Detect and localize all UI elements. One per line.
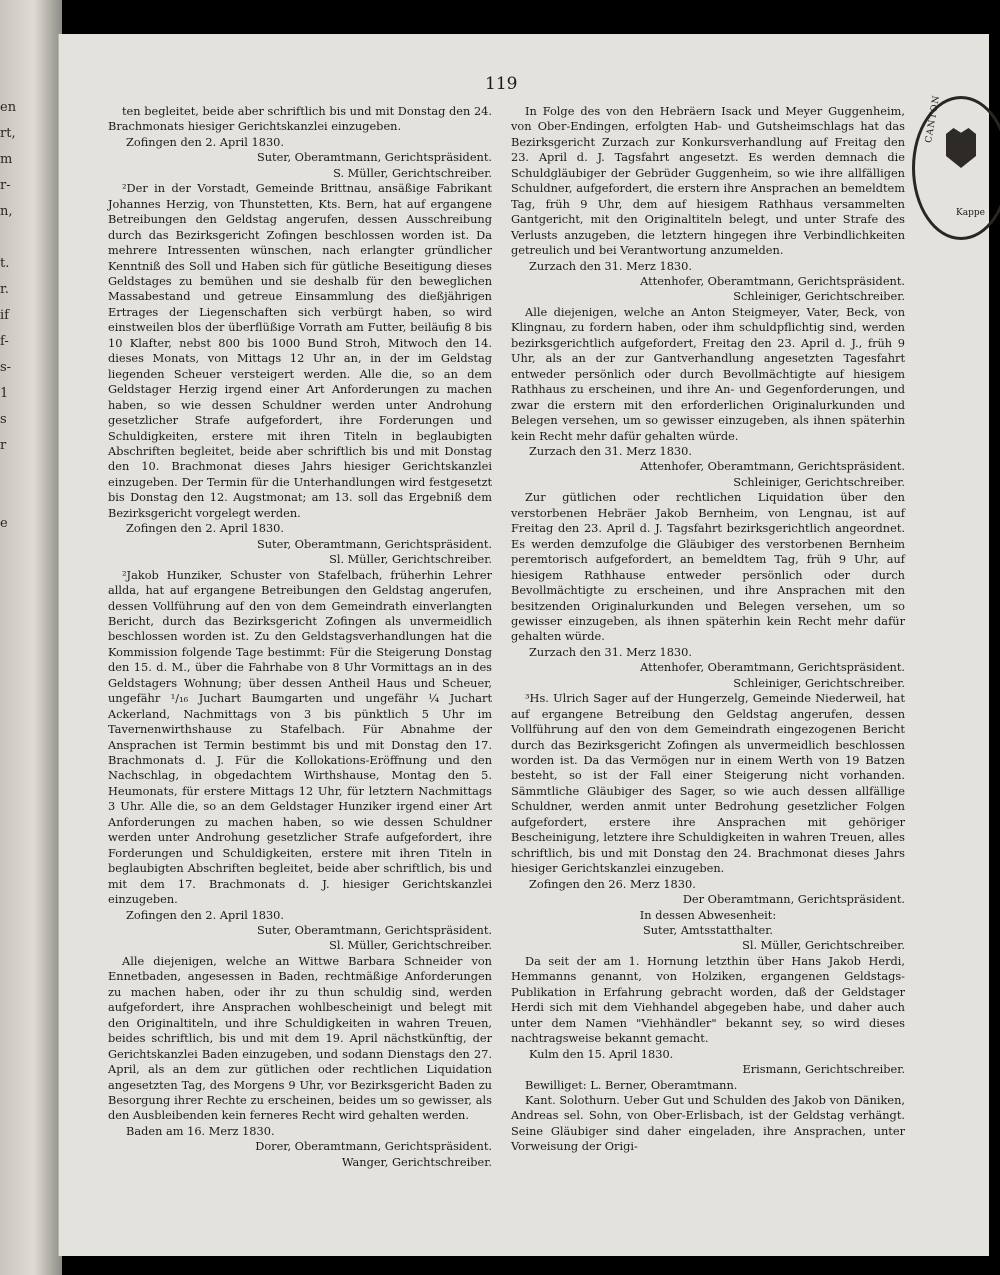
notice-signature: Attenhofer, Oberamtmann, Gerichtspräsident. (640, 273, 905, 288)
notice-signature: Sl. Müller, Gerichtschreiber. (742, 938, 905, 953)
notice-dateline: Zofingen den 2. April 1830. (126, 521, 284, 536)
notice-signature: Sl. Müller, Gerichtschreiber. (329, 938, 492, 953)
notice-paragraph: ²Der in der Vorstadt, Gemeinde Brittnau, ansäßige Fabrikant Johannes Herzig, von Thunstetten, Kts. Bern, hat auf ergangene Betreibungen den Geldstag angerufen, dessen Ausschreibung durch das Bezirksgericht Zofingen beschlossen worden ist. Da mehrere Intressenten wünschen, nach erlangter gründlicher Kenntniß des Soll und Haben sich für gütliche Beseitigung dieses Geldstages zu bemühen und sie deshalb für den beweglichen Massabestand und getreue Einsammlung des dießjährigen Ertrages der Liegenschaften sich verbürgt haben, so wird einstweilen blos der überflüßige Vorrath am Futter, beiläufig 8 bis 10 Klafter, nebst 800 bis 1000 Bund Stroh, Mitwoch den 14. dieses Monats, von Mittags 12 Uhr an, in der im Geldstag liegenden Scheuer versteigert werden. Alle die, so an dem Geldstager Herzig irgend einer Art Anforderungen zu machen haben, so wie dessen Schuldner werden unter Androhung gesetzlicher Strafe aufgefordert, ihre Forderungen und Schuldigkeiten, erstere mit ihren Titeln in beglaubigten Abschriften begleitet, beide aber schriftlich bis und mit Donstag den 10. Brachmonat dieses Jahrs hiesiger Gerichtskanzlei einzugeben. Der Termin für die Unterhandlungen wird festgesetzt bis Donstag den 12. Augstmonat; am 13. soll das Ergebniß dem Bezirksgericht vorgelegt werden. (108, 181, 492, 520)
notice-dateline: Kulm den 15. April 1830. (529, 1046, 674, 1061)
notice-paragraph: Alle diejenigen, welche an Anton Steigmeyer, Vater, Beck, von Klingnau, zu fordern haben, oder ihm schuldpflichtig sind, werden bezirksgerichtlich aufgefordert, Freitag den 23. April d. J., früh 9 Uhr, als an der zur Gantverhandlung angesetzten Tagesfahrt entweder persönlich oder durch Bevollmächtigte auf hiesigem Rathhaus zu erscheinen, und ihre An- und Gegenforderungen, und zwar die erstern mit den erforderlichen Originalurkunden und Belegen versehen, um so gewisser einzugeben, als ihnen späterhin kein Recht mehr dafür gehalten würde. (511, 304, 905, 443)
notice-signature: Schleiniger, Gerichtschreiber. (733, 474, 905, 489)
notice-signature: In dessen Abwesenheit: (639, 907, 777, 922)
notice-signature: Attenhofer, Oberamtmann, Gerichtspräsident. (640, 660, 905, 675)
spine-text-fragments: en rt, m r- n, t. r. if f- s- 1 s r e (0, 100, 17, 531)
notice-signature: Dorer, Oberamtmann, Gerichtspräsident. (255, 1139, 492, 1154)
notice-paragraph: Alle diejenigen, welche an Wittwe Barbara Schneider von Ennetbaden, angesessen in Baden, rechtmäßige Anforderungen zu machen haben, oder ihr zu thun schuldig sind, werden aufgefordert, ihre Ansprachen wohlbescheinigt und belegt mit den Originaltiteln, und ihre Schuldigkeiten in wahren Treuen, beides schriftlich, bis und mit dem 19. April nächstkünftig, der Gerichtskanzlei Baden einzugeben, und sodann Dienstags den 27. April, als an dem zur gütlichen oder rechtlichen Liquidation angesetzten Tag, des Morgens 9 Uhr, vor Bezirksgericht Baden zu Besorgung ihrer Rechte zu erscheinen, beides um so gewisser, als den Ausbleibenden kein ferneres Recht wird gehalten werden. (108, 953, 492, 1123)
notice-dateline: Zofingen den 26. Merz 1830. (529, 876, 696, 891)
notice-paragraph: Kant. Solothurn. Ueber Gut und Schulden des Jakob von Däniken, Andreas sel. Sohn, von Ober-Erlisbach, ist der Geldstag verhängt. Seine Gläubiger sind daher eingeladen, ihre Ansprachen, unter Vorweisung der Origi- (511, 1093, 905, 1154)
notice-signature: Wanger, Gerichtschreiber. (341, 1154, 492, 1169)
notice-dateline: Zofingen den 2. April 1830. (126, 134, 284, 149)
notice-dateline: Baden am 16. Merz 1830. (126, 1123, 275, 1138)
notice-dateline: Zofingen den 2. April 1830. (126, 907, 284, 922)
notice-signature: Suter, Oberamtmann, Gerichtspräsident. (256, 923, 492, 938)
notice-signature: Der Oberamtmann, Gerichtspräsident. (682, 892, 905, 907)
page-number: 119 (485, 74, 518, 94)
notice-paragraph: Zur gütlichen oder rechtlichen Liquidation über den verstorbenen Hebräer Jakob Bernheim, von Lengnau, ist auf Freitag den 23. April d. J. Tagsfahrt bezirksgerichtlich angeordnet. Es werden demzufolge die Gläubiger des verstorbenen Bernheim peremtorisch aufgefordert, an bemeldtem Tag, früh 9 Uhr, auf hiesigem Rathhause entweder persönlich oder durch Bevollmächtigte zu erscheinen, und ihre Ansprachen mit den besitzenden Originalurkunden und Belegen versehen, um so gewisser einzugeben, als ihnen späterhin kein Recht mehr dafür gehalten würde. (511, 490, 905, 644)
notice-signature: Erismann, Gerichtschreiber. (742, 1062, 905, 1077)
notice-signature: Schleiniger, Gerichtschreiber. (733, 675, 905, 690)
stamp-text-canton: CANTON (924, 94, 943, 144)
right-column (511, 104, 905, 1155)
notice-dateline: Zurzach den 31. Merz 1830. (529, 443, 692, 458)
book-spine (0, 0, 62, 1275)
notice-signature: S. Müller, Gerichtschreiber. (333, 165, 492, 180)
left-column (108, 104, 492, 1170)
notice-dateline: Zurzach den 31. Merz 1830. (529, 258, 692, 273)
notice-paragraph: ³Hs. Ulrich Sager auf der Hungerzelg, Gemeinde Niederweil, hat auf ergangene Betreibung den Geldstag angerufen, dessen Vollführung auf den von dem Gemeindrath eingezogenen Bericht durch das Bezirksgericht Zofingen als unvermeidlich beschlossen worden ist. Da das Vermögen nur in einem Werth von 19 Batzen besteht, so ist der Fall einer Steigerung nicht vorhanden. Sämmtliche Gläubiger des Sager, so wie auch dessen allfällige Schuldner, werden anmit unter Bedrohung gesetzlicher Folgen aufgefordert, erstere ihre Ansprachen mit gehöriger Bescheinigung, letztere ihre Schuldigkeiten in wahren Treuen, alles schriftlich, bis und mit Donstag den 24. Brachmonat dieses Jahrs hiesiger Gerichtskanzlei einzugeben. (511, 691, 905, 876)
notice-paragraph: ²Jakob Hunziker, Schuster von Stafelbach, früherhin Lehrer allda, hat auf ergangene Betreibungen den Geldstag angerufen, dessen Vollführung auf den von dem Gemeindrath einverlangten Bericht, durch das Bezirksgericht Zofingen als unvermeidlich beschlossen worden ist. Zu den Geldstagsverhandlungen hat die Kommission folgende Tage bestimmt: Für die Steigerung Donstag den 15. d. M., über die Fahrhabe von 8 Uhr Vormittags an in des Geldstagers Wohnung; über dessen Antheil Haus und Scheuer, ungefähr ¹/₁₆ Juchart Baumgarten und ungefähr ¼ Juchart Ackerland, Nachmittags von 3 bis pünktlich 5 Uhr im Tavernenwirthshause zu Stafelbach. Für Abnahme der Ansprachen ist Termin bestimmt bis und mit Donstag den 17. Brachmonats d. J. Für die Kollokations-Eröffnung und den Nachschlag, in obgedachtem Wirthshause, Montag den 5. Heumonats, für erstere Mittags 12 Uhr, für letztern Nachmittags 3 Uhr. Alle die, so an dem Geldstager Hunziker irgend einer Art Anforderungen zu machen haben, so wie dessen Schuldner werden unter Androhung gesetzlicher Strafe aufgefordert, ihre Forderungen und Schuldigkeiten, erstere mit ihren Titeln in beglaubigten Abschriften begleitet, beide aber schriftlich, bis und mit dem 17. Brachmonats d. J. hiesiger Gerichtskanzlei einzugeben. (108, 567, 492, 907)
notice-paragraph: Da seit der am 1. Hornung letzthin über Hans Jakob Herdi, Hemmanns genannt, von Holziken, ergangenen Geldstags-Publikation in Erfahrung gebracht worden, daß der Geldstager Herdi sich mit dem Viehhandel abgegeben habe, und daher auch unter dem Namen "Viehhändler" bekannt sey, so wird dieses nachtragsweise bekannt gemacht. (511, 953, 905, 1046)
notice-dateline: Zurzach den 31. Merz 1830. (529, 644, 692, 659)
notice-paragraph: ten begleitet, beide aber schriftlich bis und mit Donstag den 24. Brachmonats hiesiger Gerichtskanzlei einzugeben. (108, 104, 492, 134)
notice-signature: Suter, Amtsstatthalter. (642, 923, 774, 938)
notice-signature: Attenhofer, Oberamtmann, Gerichtspräsident. (640, 459, 905, 474)
library-stamp (912, 96, 1000, 240)
notice-signature: Suter, Oberamtmann, Gerichtspräsident. (256, 536, 492, 551)
notice-signature: Suter, Oberamtmann, Gerichtspräsident. (256, 150, 492, 165)
stamp-text-kappe: Kappe (956, 208, 985, 218)
notice-paragraph: In Folge des von den Hebräern Isack und Meyer Guggenheim, von Ober-Endingen, erfolgten Hab- und Gutsheimschlags hat das Bezirksgericht Zurzach zur Konkursverhandlung auf Freitag den 23. April d. J. Tagsfahrt angesetzt. Es werden demnach die Schuldgläubiger der Gebrüder Guggenheim, so wie ihre allfälligen Schuldner, aufgefordert, die erstern ihre Ansprachen an bemeldtem Tag, früh 9 Uhr, dem auf hiesigem Rathhaus versammelten Gantgericht, mit den Originaltiteln belegt, und unter Strafe des Verlusts anzugeben, die letztern hingegen ihre Verbindlichkeiten getreulich und bei Verantwortung anzumelden. (511, 104, 905, 258)
notice-paragraph: Bewilliget: L. Berner, Oberamtmann. (525, 1077, 738, 1092)
notice-signature: Sl. Müller, Gerichtschreiber. (329, 552, 492, 567)
notice-signature: Schleiniger, Gerichtschreiber. (733, 289, 905, 304)
